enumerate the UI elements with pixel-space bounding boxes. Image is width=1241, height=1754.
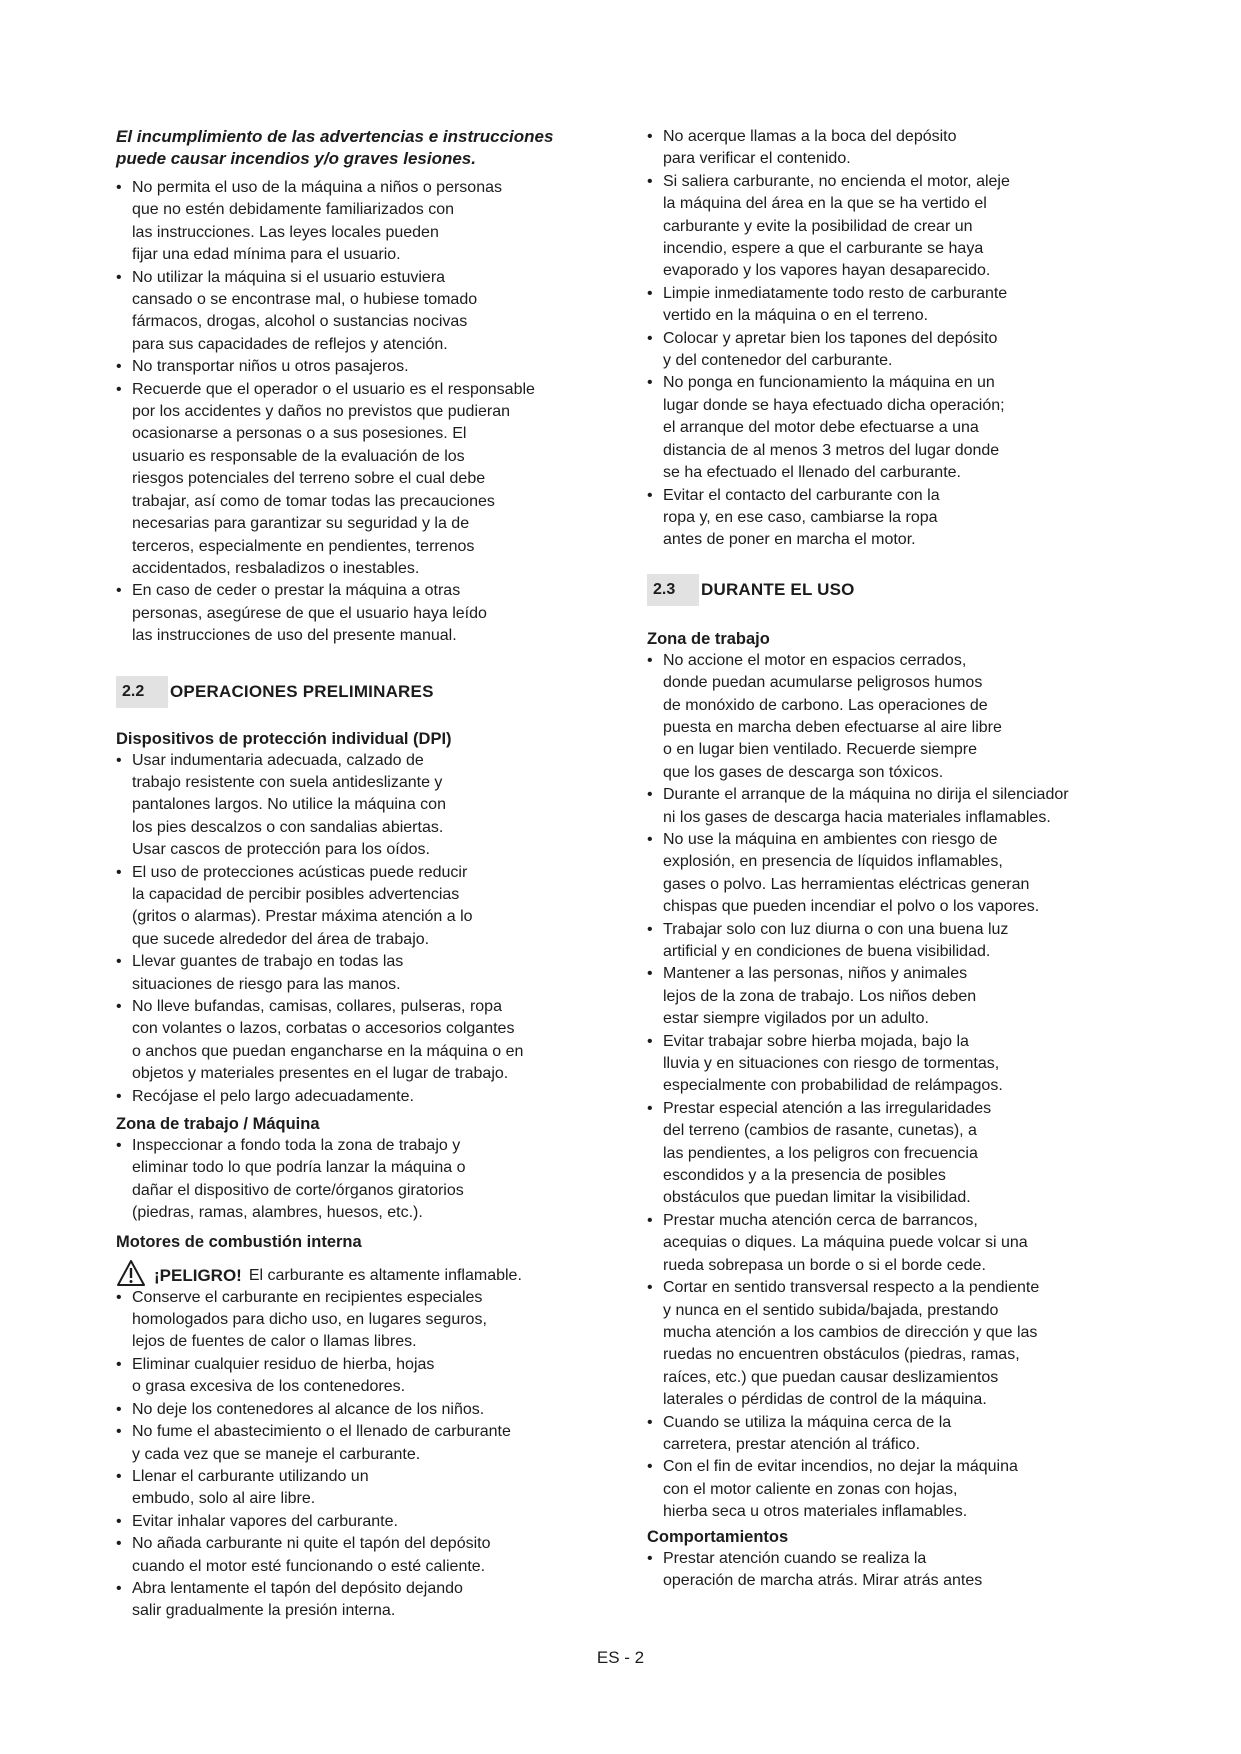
bullet-line: hierba seca u otros materiales inflamables. [663, 1503, 968, 1521]
bullet-line: terceros, especialmente en pendientes, terrenos [132, 537, 475, 555]
fuel-safety-list [647, 126, 1147, 552]
bullet-line: necesarias para garantizar su seguridad y la de [132, 515, 470, 533]
bullet-line: • No utilizar la máquina si el usuario estuviera [132, 268, 446, 286]
bullet-line: • Eliminar cualquier residuo de hierba, hojas [132, 1355, 435, 1373]
bullet-item [116, 356, 596, 378]
bullet-line: • Limpie inmediatamente todo resto de carburante [663, 284, 1008, 302]
bullet-item [116, 1086, 596, 1108]
bullet-line: que los gases de descarga son tóxicos. [663, 763, 944, 781]
bullet-line: antes de poner en marcha el motor. [663, 531, 916, 549]
bullet-line: evaporado y los vapores hayan desaparecido. [663, 262, 991, 280]
bullet-line: riesgos potenciales del terreno sobre el cual debe [132, 470, 486, 488]
bullet-line: mucha atención a los cambios de dirección y que las [663, 1323, 1038, 1341]
work-area-heading: Zona de trabajo [647, 629, 770, 648]
bullet-line: laterales o pérdidas de control de la máquina. [663, 1391, 987, 1409]
bullet-line: • No accione el motor en espacios cerrados, [663, 651, 967, 669]
bullet-line: embudo, solo al aire libre. [132, 1490, 316, 1508]
bullet-item [116, 1421, 596, 1466]
bullet-item [647, 1412, 1147, 1457]
bullet-line: dañar el dispositivo de corte/órganos giratorios [132, 1181, 464, 1199]
bullet-line: las instrucciones de uso del presente manual. [132, 627, 457, 645]
bullet-line: donde puedan acumularse peligrosos humos [663, 674, 983, 692]
bullet-line: el arranque del motor debe efectuarse a una [663, 419, 979, 437]
bullet-line: por los accidentes y daños no previstos que pudieran [132, 403, 511, 421]
bullet-line: incendio, espere a que el carburante se haya [663, 240, 984, 258]
bullet-line: • Recójase el pelo largo adecuadamente. [132, 1087, 414, 1105]
section-title: DURANTE EL USO [701, 579, 855, 599]
bullet-item [647, 328, 1147, 373]
left-column [116, 126, 596, 1623]
bullet-item [116, 1354, 596, 1399]
bullet-line: • No ponga en funcionamiento la máquina en un [663, 374, 995, 392]
bullet-line: rueda sobrepasa un borde o si el borde cede. [663, 1256, 986, 1274]
bullet-item [647, 1277, 1147, 1411]
bullet-line: estar siempre vigilados por un adulto. [663, 1010, 929, 1028]
danger-text: El carburante es altamente inflamable. [248, 1266, 522, 1284]
bullet-line: • En caso de ceder o prestar la máquina a otras [132, 582, 461, 600]
bullet-line: cuando el motor esté funcionando o esté caliente. [132, 1557, 486, 1575]
section-2-3-heading [647, 574, 1147, 606]
warning-triangle-icon [116, 1259, 146, 1287]
bullet-item [116, 1578, 596, 1623]
bullet-line: la capacidad de percibir posibles advertencias [132, 885, 460, 903]
right-column [647, 126, 1147, 1592]
bullet-item [116, 750, 596, 862]
danger-warning [116, 1259, 596, 1287]
bullet-item [116, 580, 596, 647]
bullet-line: gases o polvo. Las herramientas eléctricas generan [663, 875, 1030, 893]
bullet-item [647, 1456, 1147, 1523]
bullet-line: (gritos o alarmas). Prestar máxima atención a lo [132, 908, 473, 926]
bullet-line: • No permita el uso de la máquina a niños o personas [132, 179, 502, 196]
bullet-item [647, 1031, 1147, 1098]
bullet-item [647, 963, 1147, 1030]
bullet-line: ropa y, en ese caso, cambiarse la ropa [663, 508, 938, 526]
bullet-line: personas, asegúrese de que el usuario haya leído [132, 604, 487, 622]
bullet-line: • Prestar atención cuando se realiza la [663, 1549, 927, 1567]
bullet-line: • Llenar el carburante utilizando un [132, 1467, 369, 1485]
behaviours-list [647, 1548, 1147, 1593]
bullet-line: • Conserve el carburante en recipientes especiales [132, 1288, 483, 1306]
bullet-line: y del contenedor del carburante. [663, 352, 893, 370]
bullet-line: fijar una edad mínima para el usuario. [132, 246, 401, 264]
bullet-item [116, 951, 596, 996]
bullet-line: carburante y evite la posibilidad de crear un [663, 217, 973, 235]
bullet-line: • Colocar y apretar bien los tapones del depósito [663, 329, 998, 347]
work-area-machine-heading: Zona de trabajo / Máquina [116, 1115, 320, 1134]
bullet-line: • Usar indumentaria adecuada, calzado de [132, 751, 424, 769]
bullet-line: lugar donde se haya efectuado dicha operación; [663, 396, 1005, 414]
bullet-item [647, 1548, 1147, 1593]
bullet-item [116, 267, 596, 357]
bullet-line: las pendientes, a los peligros con frecuencia [663, 1144, 978, 1162]
bullet-line: • Abra lentamente el tapón del depósito dejando [132, 1579, 463, 1597]
bullet-line: fármacos, drogas, alcohol o sustancias nocivas [132, 313, 468, 331]
bullet-item [647, 126, 1147, 171]
bullet-line: • No deje los contenedores al alcance de los niños. [132, 1400, 485, 1418]
bullet-line: escondidos y a la presencia de posibles [663, 1167, 946, 1185]
work-area-machine-list [116, 1135, 596, 1225]
dpi-heading: Dispositivos de protección individual (DPI) [116, 729, 452, 748]
bullet-item [116, 379, 596, 581]
bullet-line: cansado o se encontrase mal, o hubiese tomado [132, 291, 478, 309]
general-safety-list [116, 177, 596, 648]
bullet-line: • Prestar mucha atención cerca de barrancos, [663, 1211, 978, 1229]
bullet-item [647, 829, 1147, 919]
bullet-item [116, 1399, 596, 1421]
bullet-line: operación de marcha atrás. Mirar atrás antes [663, 1571, 983, 1589]
bullet-item [647, 1210, 1147, 1277]
bullet-item [116, 1287, 596, 1354]
bullet-item [647, 283, 1147, 328]
bullet-line: usuario es responsable de la evaluación de los [132, 447, 465, 465]
bullet-line: • No use la máquina en ambientes con riesgo de [663, 830, 998, 848]
bullet-line: especialmente con probabilidad de relámpagos. [663, 1077, 1003, 1095]
dpi-list [116, 750, 596, 1109]
bullet-line: que sucede alrededor del área de trabajo. [132, 930, 430, 948]
bullet-line: para sus capacidades de reflejos y atención. [132, 335, 448, 353]
bullet-line: lluvia y en situaciones con riesgo de tormentas, [663, 1055, 1000, 1073]
bullet-line: acequias o diques. La máquina puede volcar si una [663, 1234, 1028, 1252]
bullet-line: • Inspeccionar a fondo toda la zona de trabajo y [132, 1137, 461, 1155]
bullet-item [116, 1135, 596, 1225]
bullet-line: • Evitar trabajar sobre hierba mojada, bajo la [663, 1032, 969, 1050]
bullet-item [647, 372, 1147, 484]
combustion-engines-heading: Motores de combustión interna [116, 1232, 362, 1251]
bullet-line: • Prestar especial atención a las irregularidades [663, 1099, 992, 1117]
warning-heading [116, 126, 586, 170]
bullet-line: raíces, etc.) que puedan causar deslizamientos [663, 1368, 999, 1386]
bullet-line: los pies descalzos o con sandalias abiertas. [132, 818, 444, 836]
bullet-line: • Durante el arranque de la máquina no dirija el silenciador [663, 786, 1069, 804]
bullet-line: • Evitar el contacto del carburante con la [663, 486, 940, 504]
bullet-item [647, 485, 1147, 552]
bullet-line: salir gradualmente la presión interna. [132, 1602, 396, 1620]
bullet-line: para verificar el contenido. [663, 150, 851, 168]
combustion-engines-list [116, 1287, 596, 1623]
bullet-line: o anchos que puedan engancharse en la máquina o en [132, 1042, 524, 1060]
bullet-line: las instrucciones. Las leyes locales pueden [132, 223, 439, 241]
bullet-line: que no estén debidamente familiarizados con [132, 201, 454, 219]
bullet-item [116, 1511, 596, 1533]
bullet-line: puesta en marcha deben efectuarse al aire libre [663, 718, 1002, 736]
warning-line: puede causar incendios y/o graves lesiones. [116, 149, 476, 168]
bullet-item [116, 177, 596, 267]
page-number: ES - 2 [596, 1648, 645, 1667]
section-title: OPERACIONES PRELIMINARES [170, 681, 434, 701]
bullet-line: ruedas no encuentren obstáculos (piedras, ramas, [663, 1346, 1020, 1364]
bullet-line: objetos y materiales presentes en el lugar de trabajo. [132, 1065, 509, 1083]
bullet-line: ocasionarse a personas o a sus posesiones. El [132, 425, 467, 443]
bullet-line: carretera, prestar atención al tráfico. [663, 1435, 921, 1453]
bullet-line: • Si saliera carburante, no encienda el motor, aleje [663, 172, 1010, 190]
bullet-line: • No transportar niños u otros pasajeros. [132, 358, 409, 376]
bullet-line: (piedras, ramas, alambres, huesos, etc.). [132, 1204, 423, 1222]
warning-line: El incumplimiento de las advertencias e instrucciones [116, 127, 554, 146]
section-2-2-heading [116, 676, 596, 708]
bullet-line: obstáculos que puedan limitar la visibilidad. [663, 1189, 971, 1207]
bullet-line: o en lugar bien ventilado. Recuerde siempre [663, 741, 977, 759]
bullet-line: • Llevar guantes de trabajo en todas las [132, 953, 404, 971]
bullet-line: del terreno (cambios de rasante, cunetas), a [663, 1122, 977, 1140]
bullet-line: • No fume el abastecimiento o el llenado de carburante [132, 1423, 511, 1441]
bullet-item [116, 862, 596, 952]
bullet-item [647, 650, 1147, 784]
bullet-line: eliminar todo lo que podría lanzar la máquina o [132, 1159, 466, 1177]
bullet-item [647, 1098, 1147, 1210]
bullet-line: o grasa excesiva de los contenedores. [132, 1378, 406, 1396]
bullet-line: con el motor caliente en zonas con hojas, [663, 1480, 958, 1498]
bullet-item [647, 171, 1147, 283]
bullet-item [647, 784, 1147, 829]
bullet-line: explosión, en presencia de líquidos inflamables, [663, 853, 1003, 871]
bullet-line: • El uso de protecciones acústicas puede reducir [132, 863, 468, 881]
bullet-line: ni los gases de descarga hacia materiales inflamables. [663, 808, 1051, 826]
bullet-line: se ha efectuado el llenado del carburante. [663, 464, 961, 482]
bullet-line: • No lleve bufandas, camisas, collares, pulseras, ropa [132, 998, 502, 1015]
bullet-line: y nunca en el sentido subida/bajada, prestando [663, 1301, 999, 1319]
bullet-line: la máquina del área en la que se ha vertido el [663, 195, 987, 213]
bullet-line: vertido en la máquina o en el terreno. [663, 307, 929, 325]
bullet-line: pantalones largos. No utilice la máquina con [132, 796, 446, 814]
bullet-line: • No acerque llamas a la boca del depósito [663, 128, 957, 145]
bullet-item [647, 919, 1147, 964]
bullet-line: • Mantener a las personas, niños y animales [663, 965, 968, 983]
bullet-line: • Trabajar solo con luz diurna o con una buena luz [663, 920, 1009, 938]
bullet-line: accidentados, resbaladizos o inestables. [132, 559, 420, 577]
bullet-item [116, 996, 596, 1086]
bullet-line: y cada vez que se maneje el carburante. [132, 1445, 421, 1463]
bullet-item [116, 1533, 596, 1578]
section-number: 2.2 [116, 676, 168, 708]
bullet-line: lejos de fuentes de calor o llamas libres. [132, 1333, 417, 1351]
behaviours-heading: Comportamientos [647, 1527, 789, 1546]
bullet-line: • Recuerde que el operador o el usuario es el responsable [132, 380, 535, 398]
bullet-line: de monóxido de carbono. Las operaciones de [663, 696, 988, 714]
bullet-line: • Con el fin de evitar incendios, no dejar la máquina [663, 1458, 1018, 1476]
bullet-line: trabajo resistente con suela antideslizante y [132, 773, 443, 791]
bullet-line: lejos de la zona de trabajo. Los niños deben [663, 987, 977, 1005]
bullet-line: • Cortar en sentido transversal respecto a la pendiente [663, 1279, 1040, 1297]
bullet-line: • Cuando se utiliza la máquina cerca de la [663, 1413, 952, 1431]
bullet-line: distancia de al menos 3 metros del lugar donde [663, 441, 1000, 459]
bullet-line: trabajar, así como de tomar todas las precauciones [132, 492, 495, 510]
bullet-line: Usar cascos de protección para los oídos. [132, 841, 430, 859]
section-number: 2.3 [647, 574, 699, 606]
bullet-line: con volantes o lazos, corbatas o accesorios colgantes [132, 1020, 515, 1038]
bullet-line: • No añada carburante ni quite el tapón del depósito [132, 1535, 491, 1553]
work-area-list [647, 650, 1147, 1524]
bullet-line: homologados para dicho uso, en lugares seguros, [132, 1311, 487, 1329]
bullet-line: • Evitar inhalar vapores del carburante. [132, 1512, 398, 1530]
bullet-line: artificial y en condiciones de buena visibilidad. [663, 943, 991, 960]
bullet-item [116, 1466, 596, 1511]
bullet-line: chispas que pueden incendiar el polvo o los vapores. [663, 898, 1040, 916]
bullet-line: situaciones de riesgo para las manos. [132, 975, 401, 993]
danger-label: ¡PELIGRO! [154, 1265, 242, 1285]
